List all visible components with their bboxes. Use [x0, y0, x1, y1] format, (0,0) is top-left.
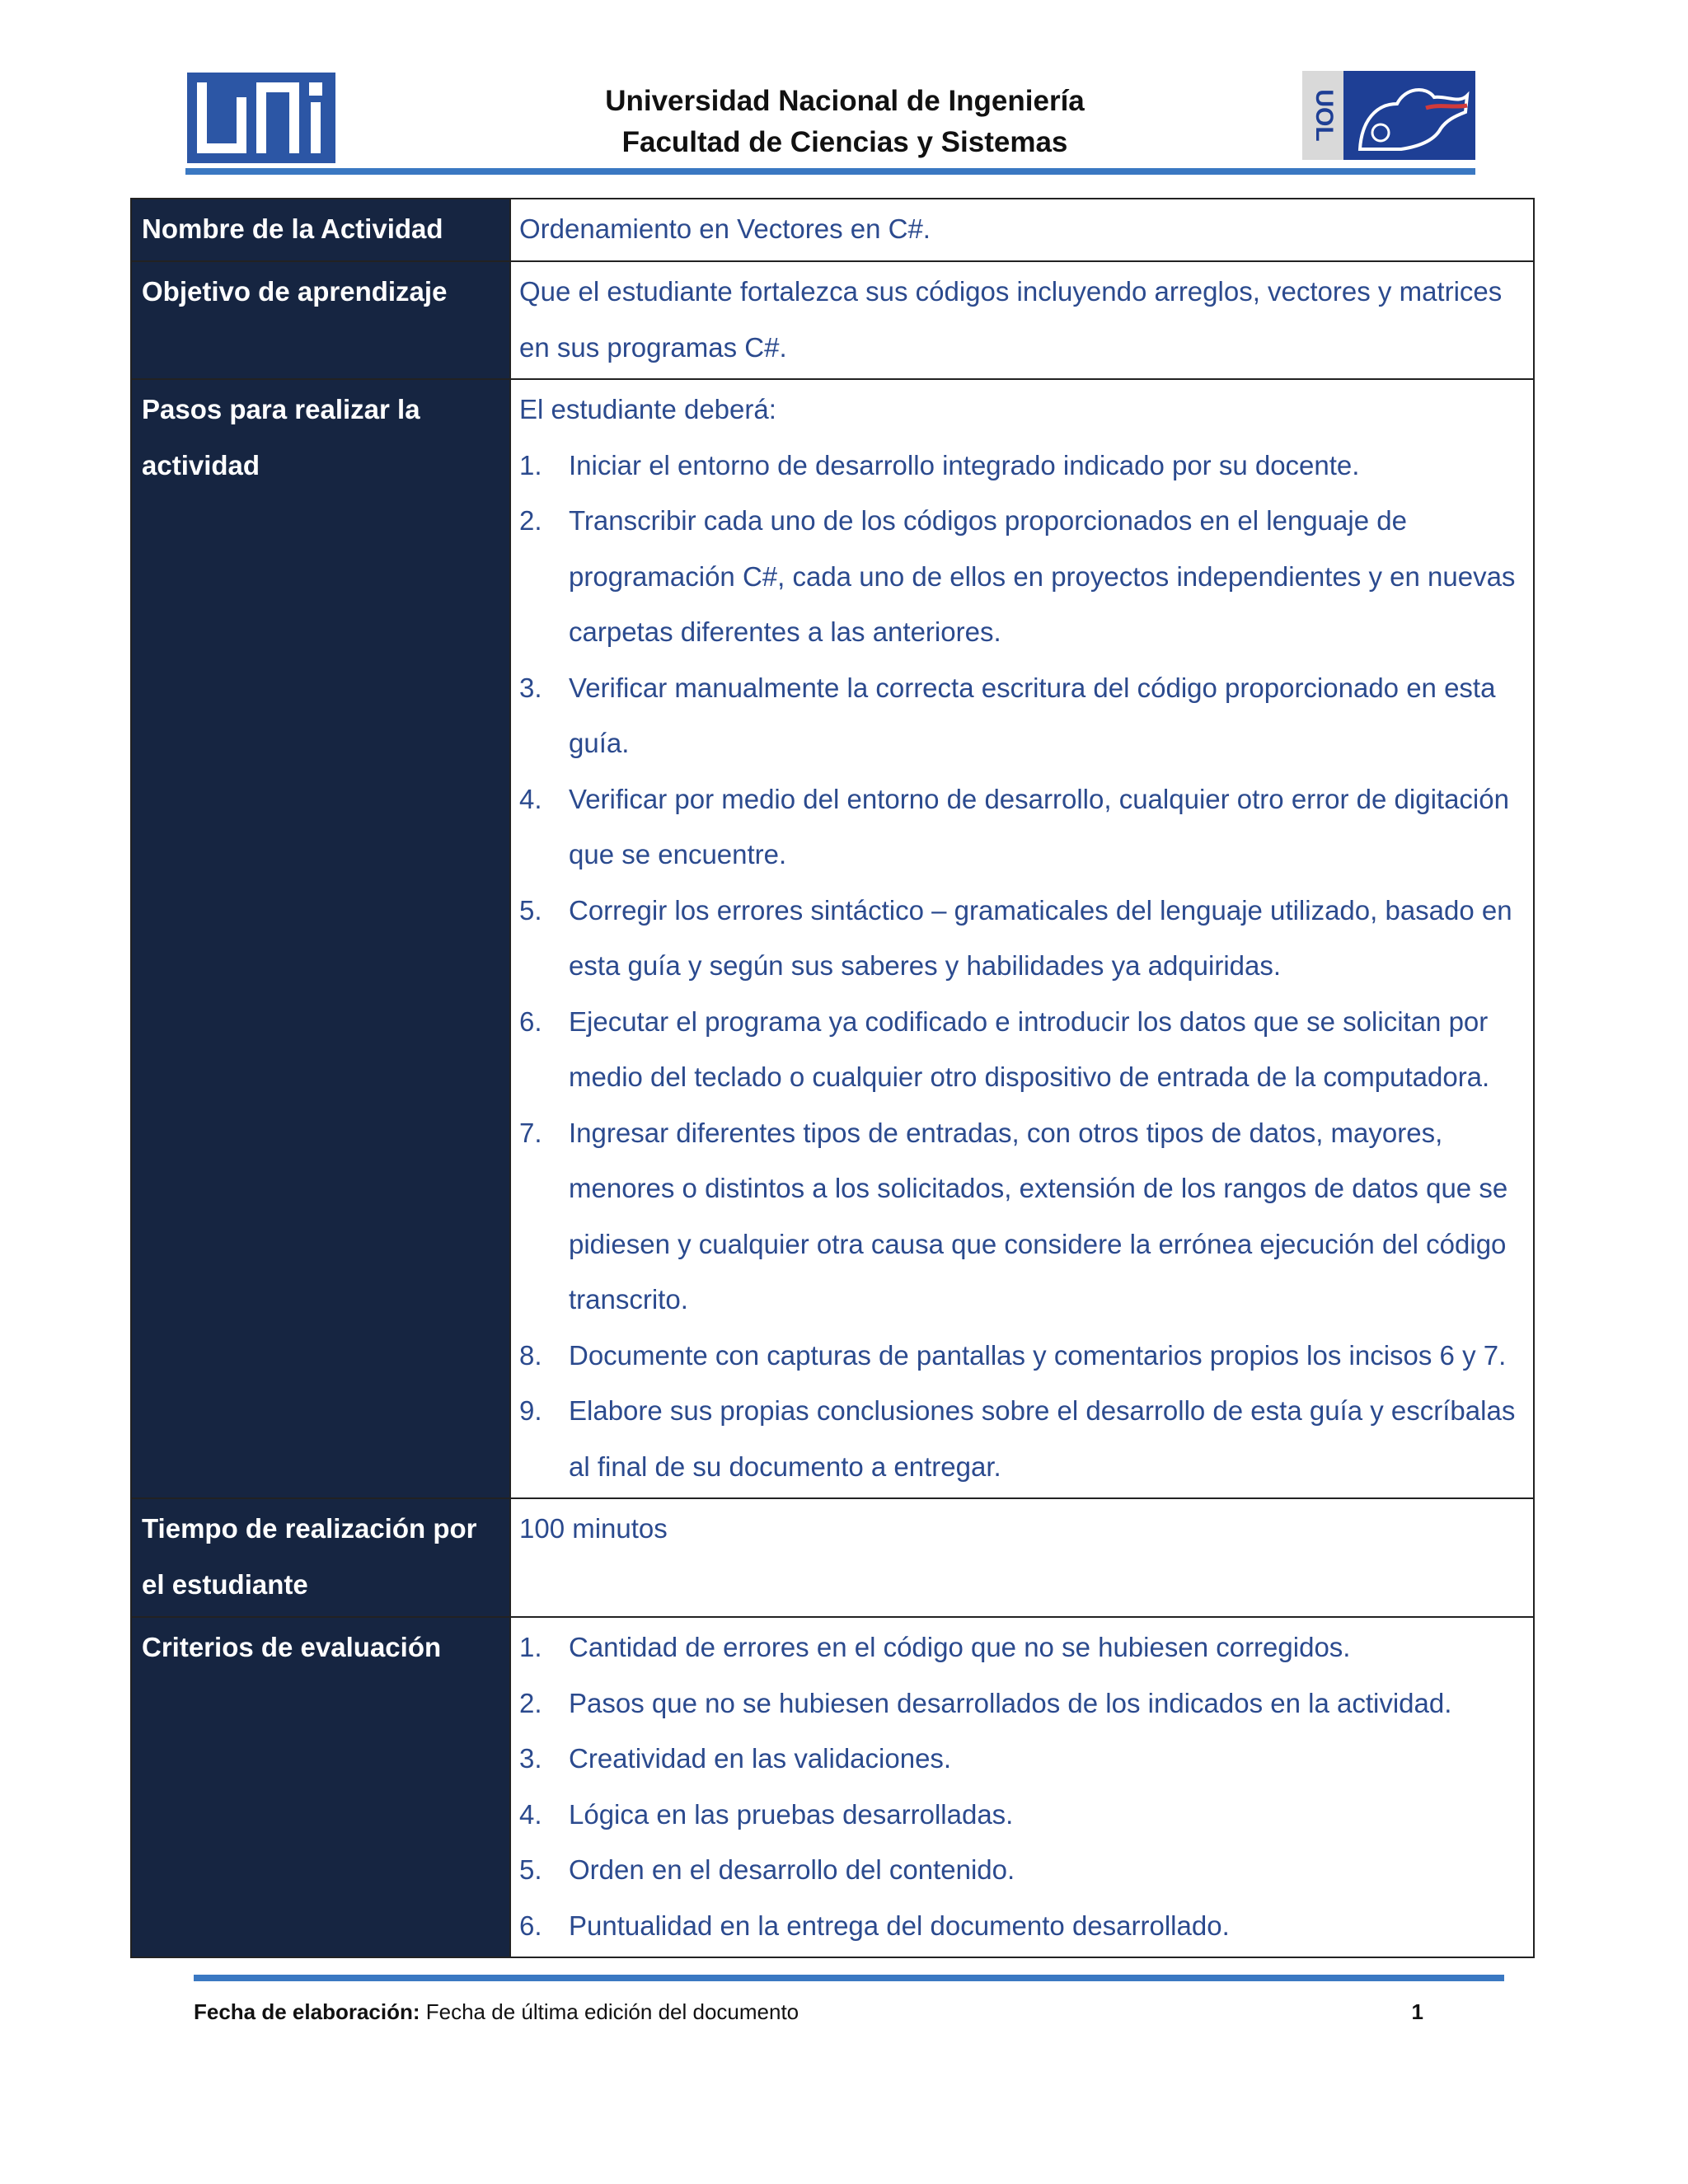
step-number: 7. — [519, 1117, 542, 1148]
step-text: Transcribir cada uno de los códigos proporcionados en el lenguaje de programación C#, cada uno de ellos en proyectos independientes y en nuevas carpetas diferentes a las anteriores. — [569, 505, 1516, 647]
step-number: 4. — [519, 783, 542, 814]
step-number: 3. — [519, 672, 542, 703]
row-criteria — [131, 1617, 1534, 1957]
row-time — [131, 1498, 1534, 1617]
page-header — [0, 0, 1688, 190]
university-name: Universidad Nacional de Ingeniería — [605, 85, 1085, 117]
list-item — [519, 1898, 1525, 1954]
criterion-number: 2. — [519, 1687, 542, 1718]
step-text: Verificar por medio del entorno de desarrollo, cualquier otro error de digitación que se encuentre. — [569, 783, 1509, 869]
page-footer — [194, 1999, 1422, 2025]
header-divider — [185, 168, 1475, 175]
criterion-text: Lógica en las pruebas desarrolladas. — [569, 1798, 1014, 1830]
row-objective — [131, 261, 1534, 379]
criterion-text: Orden en el desarrollo del contenido. — [569, 1854, 1015, 1885]
step-text: Ejecutar el programa ya codificado e introducir los datos que se solicitan por medio del teclado o cualquier otro dispositivo de entrada de la computadora. — [569, 1005, 1490, 1092]
step-text: Iniciar el entorno de desarrollo integrado indicado por su docente. — [569, 449, 1360, 480]
step-text: Ingresar diferentes tipos de entradas, con otros tipos de datos, mayores, menores o distintos a los solicitados, extensión de los rangos de datos que se pidiesen y cualquier otra causa que considere la errónea ejecución del código transcrito. — [569, 1117, 1508, 1315]
criterion-number: 5. — [519, 1854, 542, 1885]
step-number: 8. — [519, 1339, 542, 1371]
label-steps: Pasos para realizar la actividad — [131, 379, 510, 1498]
list-item — [519, 493, 1525, 660]
activity-table — [130, 198, 1535, 1958]
footer-date-label: Fecha de elaboración: — [194, 1999, 420, 2024]
steps-intro: El estudiante deberá: — [519, 394, 776, 424]
criterion-text: Pasos que no se hubiesen desarrollados de los indicados en la actividad. — [569, 1687, 1452, 1718]
value-time: 100 minutos — [510, 1498, 1534, 1617]
criterion-number: 4. — [519, 1798, 542, 1830]
list-item — [519, 1328, 1525, 1384]
criterion-text: Creatividad en las validaciones. — [569, 1743, 952, 1774]
list-item — [519, 660, 1525, 771]
row-steps — [131, 379, 1534, 1498]
uol-logo-icon — [1302, 71, 1475, 160]
value-steps — [510, 379, 1534, 1498]
label-activity-name: Nombre de la Actividad — [131, 199, 510, 261]
value-criteria — [510, 1617, 1534, 1957]
list-item — [519, 1842, 1525, 1898]
steps-list — [519, 438, 1525, 1495]
step-number: 5. — [519, 894, 542, 926]
list-item — [519, 771, 1525, 883]
label-objective: Objetivo de aprendizaje — [131, 261, 510, 379]
list-item — [519, 1383, 1525, 1494]
list-item — [519, 1731, 1525, 1787]
criteria-list — [519, 1619, 1525, 1953]
list-item — [519, 1105, 1525, 1328]
step-text: Elabore sus propias conclusiones sobre el desarrollo de esta guía y escríbalas al final de su documento a entregar. — [569, 1395, 1516, 1482]
list-item — [519, 883, 1525, 994]
step-text: Verificar manualmente la correcta escritura del código proporcionado en esta guía. — [569, 672, 1496, 758]
criterion-text: Cantidad de errores en el código que no se hubiesen corregidos. — [569, 1632, 1351, 1662]
step-number: 9. — [519, 1395, 542, 1426]
svg-text:UOL: UOL — [1311, 89, 1339, 142]
step-number: 1. — [519, 449, 542, 480]
list-item — [519, 1619, 1525, 1675]
footer-date-value: Fecha de última edición del documento — [420, 1999, 799, 2024]
list-item — [519, 994, 1525, 1105]
criterion-number: 1. — [519, 1632, 542, 1662]
faculty-name: Facultad de Ciencias y Sistemas — [621, 126, 1068, 158]
criterion-text: Puntualidad en la entrega del documento desarrollado. — [569, 1910, 1230, 1941]
criterion-number: 6. — [519, 1910, 542, 1941]
value-activity-name: Ordenamiento en Vectores en C#. — [510, 199, 1534, 261]
step-text: Documente con capturas de pantallas y comentarios propios los incisos 6 y 7. — [569, 1339, 1507, 1371]
list-item — [519, 1675, 1525, 1732]
row-activity-name — [131, 199, 1534, 261]
page-number: 1 — [1411, 1999, 1423, 2024]
uni-logo-icon — [187, 73, 335, 163]
step-text: Corregir los errores sintáctico – gramaticales del lenguaje utilizado, basado en esta guía y según sus saberes y habilidades ya adquiridas. — [569, 894, 1512, 981]
label-time: Tiempo de realización por el estudiante — [131, 1498, 510, 1617]
step-number: 6. — [519, 1005, 542, 1037]
label-criteria: Criterios de evaluación — [131, 1617, 510, 1957]
criterion-number: 3. — [519, 1743, 542, 1774]
list-item — [519, 438, 1525, 494]
footer-divider — [194, 1975, 1504, 1981]
list-item — [519, 1787, 1525, 1843]
step-number: 2. — [519, 505, 542, 536]
value-objective: Que el estudiante fortalezca sus códigos incluyendo arreglos, vectores y matrices en sus programas C#. — [510, 261, 1534, 379]
header-titles — [462, 81, 1228, 163]
